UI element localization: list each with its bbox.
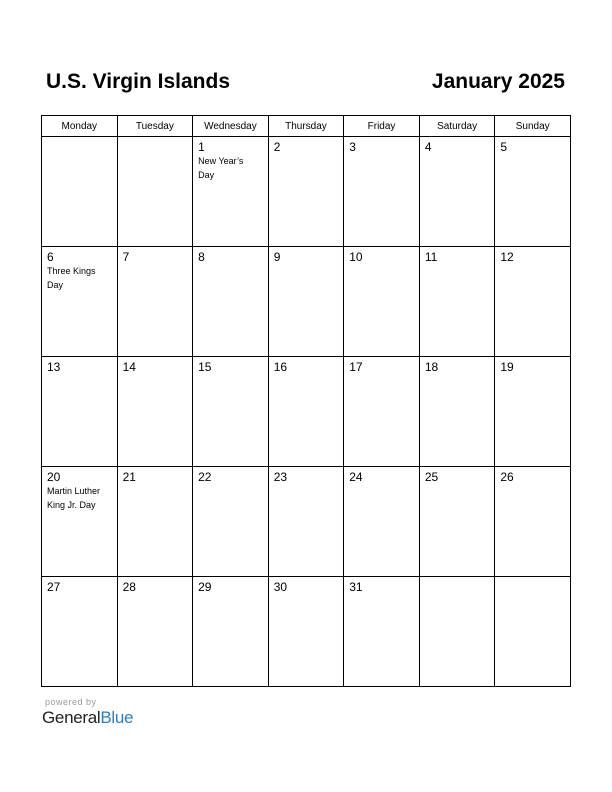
day-cell [419,247,495,357]
day-number: 31 [349,580,363,594]
day-number: 26 [500,470,514,484]
day-cell [42,467,118,577]
day-cell [268,467,344,577]
day-cell [495,247,571,357]
day-cell [268,577,344,687]
day-number: 15 [198,360,212,374]
day-cell [419,467,495,577]
day-cell [344,467,420,577]
day-cell [268,247,344,357]
day-cell [193,357,269,467]
day-number: 1 [198,140,205,154]
day-number: 14 [122,360,136,374]
day-number: 16 [273,360,288,374]
weekday-header: Friday [344,116,420,137]
day-number: 13 [47,360,61,374]
day-number: 17 [349,360,363,374]
day-cell [42,357,118,467]
day-number: 20 [47,470,61,484]
day-cell [495,137,571,247]
day-cell [193,577,269,687]
holiday-label: Martin Luther King Jr. Day [47,486,101,510]
week-row [42,357,571,467]
calendar-month: January 2025 [431,70,565,93]
day-number: 24 [349,470,363,484]
day-cell [495,467,571,577]
day-number: 5 [500,140,508,154]
day-cell [117,247,193,357]
day-number: 21 [122,470,136,484]
empty-day-cell [117,137,193,247]
day-cell [117,357,193,467]
powered-by-label: powered by [45,697,97,707]
weekday-header: Tuesday [117,116,193,137]
weekday-header: Wednesday [193,116,269,137]
week-row [42,137,571,247]
day-number: 6 [47,250,54,264]
week-row [42,247,571,357]
day-number: 30 [273,580,288,594]
empty-day-cell [419,577,495,687]
day-cell [193,467,269,577]
weekday-header-row [42,116,571,137]
day-cell [344,247,420,357]
brand-logo[interactable] [42,708,133,728]
holiday-label: Three Kings Day [47,266,96,290]
day-cell [42,247,118,357]
day-cell [344,577,420,687]
day-cell [495,357,571,467]
day-number: 28 [122,580,136,594]
day-number: 11 [424,250,438,264]
day-number: 4 [424,140,432,154]
day-number: 27 [47,580,61,594]
holiday-label: New Year’s Day [198,156,244,180]
calendar-grid [41,115,571,687]
weekday-header: Thursday [268,116,344,137]
day-cell [117,577,193,687]
day-cell [268,357,344,467]
brand-blue-text: Blue [100,708,134,727]
day-number: 8 [198,250,205,264]
day-number: 9 [273,250,281,264]
day-number: 3 [349,140,356,154]
empty-day-cell [42,137,118,247]
weekday-header: Saturday [419,116,495,137]
day-number: 23 [273,470,288,484]
day-number: 29 [198,580,212,594]
day-cell [42,577,118,687]
day-cell [193,137,269,247]
day-cell [419,357,495,467]
weekday-header: Sunday [495,116,571,137]
day-number: 7 [122,250,130,264]
week-row [42,577,571,687]
empty-day-cell [495,577,571,687]
day-cell [117,467,193,577]
calendar-title: U.S. Virgin Islands [46,70,230,93]
day-cell [193,247,269,357]
day-cell [268,137,344,247]
weekday-header: Monday [42,116,118,137]
day-number: 19 [500,360,514,374]
day-cell [344,137,420,247]
brand-general-text: General [42,708,101,727]
day-number: 22 [198,470,212,484]
day-number: 10 [349,250,363,264]
day-cell [344,357,420,467]
day-number: 25 [424,470,439,484]
day-number: 18 [424,360,439,374]
day-number: 12 [500,250,514,264]
day-number: 2 [273,140,281,154]
week-row [42,467,571,577]
day-cell [419,137,495,247]
